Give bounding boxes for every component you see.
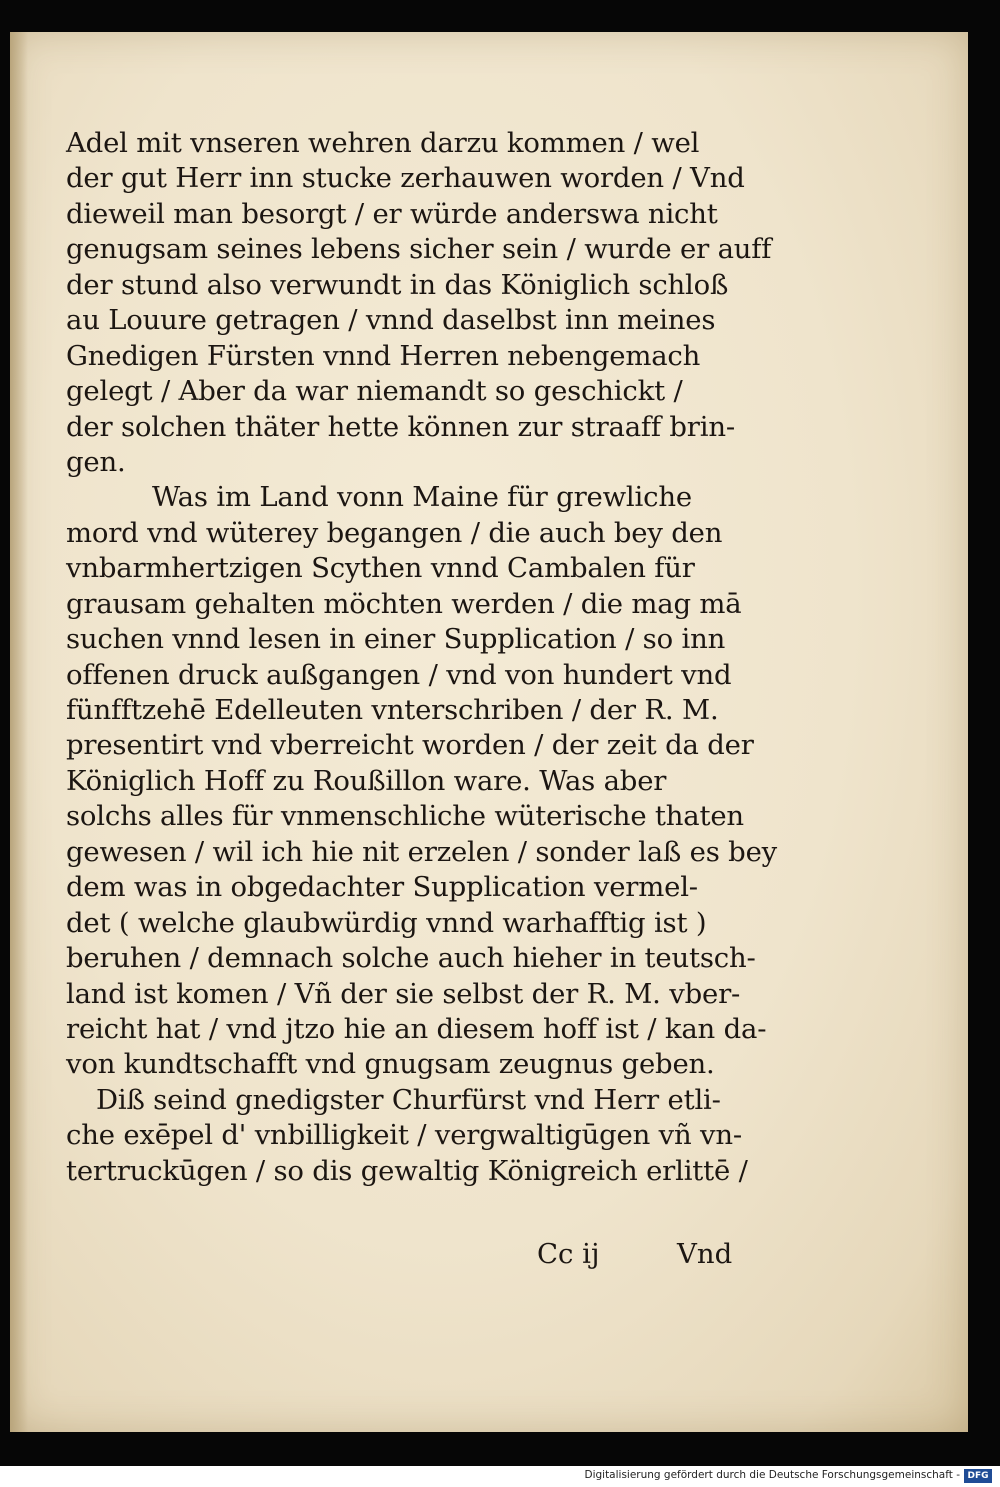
text-line: dem was in obgedachter Supplication vermel- xyxy=(66,871,698,904)
text-line: gelegt / Aber da war niemandt so geschickt / xyxy=(66,375,683,408)
text-line: genugsam seines lebens sicher sein / wurde er auff xyxy=(66,233,772,266)
text-line: vnbarmhertzigen Scythen vnnd Cambalen für xyxy=(66,552,695,585)
text-line: suchen vnnd lesen in einer Supplication / so inn xyxy=(66,623,726,656)
body-text xyxy=(66,126,777,1189)
credit-bar xyxy=(0,1466,1000,1487)
page-gutter xyxy=(10,32,28,1432)
text-line: che exēpel d' vnbilligkeit / vergwaltigūgen vñ vn- xyxy=(66,1119,742,1152)
text-line: offenen druck außgangen / vnd von hundert vnd xyxy=(66,658,732,691)
text-line: mord vnd wüterey begangen / die auch bey den xyxy=(66,516,723,549)
text-line: fünfftzehē Edelleuten vnterschriben / der R. M. xyxy=(66,694,719,726)
text-line: grausam gehalten möchten werden / die mag mā xyxy=(66,587,742,620)
text-line: Königlich Hoff zu Roußillon ware. Was aber xyxy=(66,764,667,797)
dfg-logo-icon: DFG xyxy=(964,1469,992,1483)
text-line: det ( welche glaubwürdig vnnd warhafftig ist ) xyxy=(66,906,707,939)
text-line: dieweil man besorgt / er würde anderswa nicht xyxy=(66,197,718,230)
text-line: presentirt vnd vberreicht worden / der zeit da der xyxy=(66,729,754,762)
text-line: der stund also verwundt in das Königlich schloß xyxy=(66,268,729,301)
text-line: Adel mit vnseren wehren darzu kommen / wel xyxy=(66,127,700,159)
paragraph-start-line: Was im Land vonn Maine für grewliche xyxy=(152,481,692,514)
text-line: tertruckūgen / so dis gewaltig Königreich erlittē / xyxy=(66,1154,748,1187)
text-line: au Louure getragen / vnnd daselbst inn meines xyxy=(66,304,716,337)
credit-text: Digitalisierung gefördert durch die Deutsche Forschungsgemeinschaft - xyxy=(584,1469,960,1481)
text-line: land ist komen / Vñ der sie selbst der R. M. vber- xyxy=(66,977,741,1010)
text-line: solchs alles für vnmenschliche wüterische thaten xyxy=(66,800,744,833)
text-line: gen. xyxy=(66,445,126,478)
paragraph-start-line: Diß seind gnedigster Churfürst vnd Herr etli- xyxy=(96,1083,721,1116)
text-line: der gut Herr inn stucke zerhauwen worden / Vnd xyxy=(66,162,745,195)
text-line: beruhen / demnach solche auch hieher in teutsch- xyxy=(66,942,756,975)
signature-mark: Cc ij xyxy=(537,1238,600,1270)
book-page xyxy=(10,32,968,1432)
page-foot xyxy=(10,1238,968,1274)
text-line: von kundtschafft vnd gnugsam zeugnus geben. xyxy=(66,1048,715,1081)
text-line: reicht hat / vnd jtzo hie an diesem hoff ist / kan da- xyxy=(66,1012,767,1045)
text-line: Gnedigen Fürsten vnnd Herren nebengemach xyxy=(66,339,701,372)
text-line: gewesen / wil ich hie nit erzelen / sonder laß es bey xyxy=(66,835,777,868)
text-line: der solchen thäter hette können zur straaff brin- xyxy=(66,410,735,443)
catchword: Vnd xyxy=(677,1238,733,1270)
